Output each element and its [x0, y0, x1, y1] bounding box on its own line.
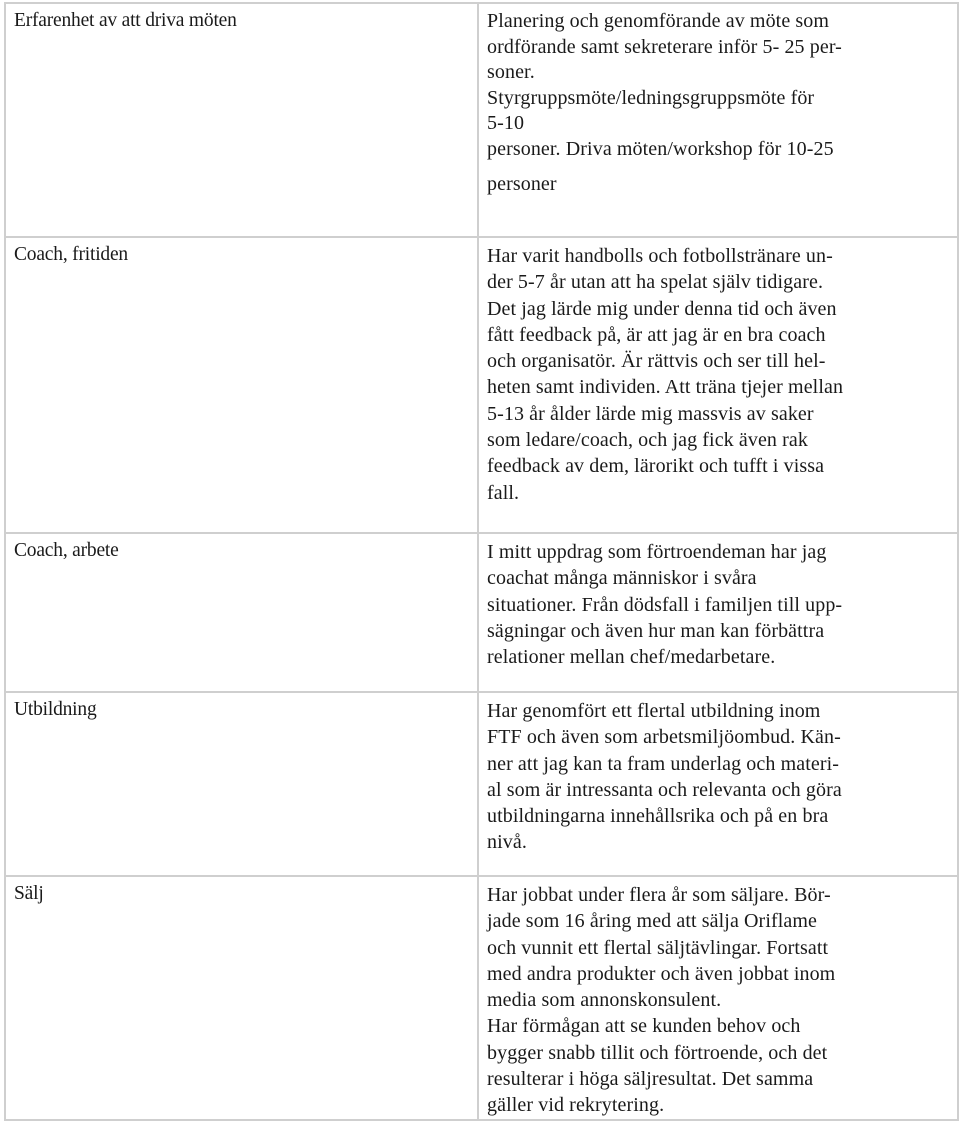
row-description-sales: [478, 876, 958, 1120]
row-label-coach-work: Coach, arbete: [5, 533, 478, 692]
row-description-coach-work: [478, 533, 958, 692]
table-row: [5, 692, 958, 876]
description-text: Planering och genomförande av möte som ordförande samt sekreterare inför 5- 25 per- soner. Styrgruppsmöte/ledningsgruppsmöte för 5-10 personer. Driva möten/workshop för 10-25: [487, 10, 842, 160]
row-description-coach-leisure: [478, 237, 958, 533]
description-text: Har genomfört ett flertal utbildning inom FTF och även som arbetsmiljöombud. Kän- ner att jag kan ta fram underlag och materi- al som är intressanta och relevanta och göra utbildningarna innehållsrika och på en bra nivå.: [487, 700, 842, 854]
row-label-meetings: Erfarenhet av att driva möten: [5, 3, 478, 237]
experience-table: [4, 2, 959, 1121]
row-description-education: [478, 692, 958, 876]
row-description-meetings: [478, 3, 958, 237]
description-text: Har varit handbolls och fotbollstränare un- der 5-7 år utan att ha spelat själv tidigare. Det jag lärde mig under denna tid och även fått feedback på, är att jag är en bra coach och organisatör. Är rättvis och ser till hel- heten samt individen. Att träna tjejer mellan 5-13 år ålder lärde mig massvis av saker som ledare/coach, och jag fick även rak feedback av dem, lärorikt och tufft i vissa fall.: [487, 245, 844, 504]
document-page: [4, 2, 957, 1119]
table-row: [5, 876, 958, 1120]
table-row: [5, 533, 958, 692]
description-text: I mitt uppdrag som förtroendeman har jag coachat många människor i svåra situationer. Från dödsfall i familjen till upp- sägningar och även hur man kan förbättra relationer mellan chef/medarbetare.: [487, 541, 843, 669]
row-label-sales: Sälj: [5, 876, 478, 1120]
row-label-education: Utbildning: [5, 692, 478, 876]
table-row: [5, 237, 958, 533]
table-row: [5, 3, 958, 237]
description-text-end: personer: [487, 173, 557, 195]
row-label-coach-leisure: Coach, fritiden: [5, 237, 478, 533]
description-text: Har jobbat under flera år som säljare. Bör- jade som 16 åring med att sälja Oriflame och vunnit ett flertal säljtävlingar. Fortsatt med andra produkter och även jobbat inom media som annonskonsulent. Har förmågan att se kunden behov och bygger snabb tillit och förtroende, och det resulterar i höga säljresultat. Det samma gäller vid rekrytering.: [487, 884, 836, 1117]
